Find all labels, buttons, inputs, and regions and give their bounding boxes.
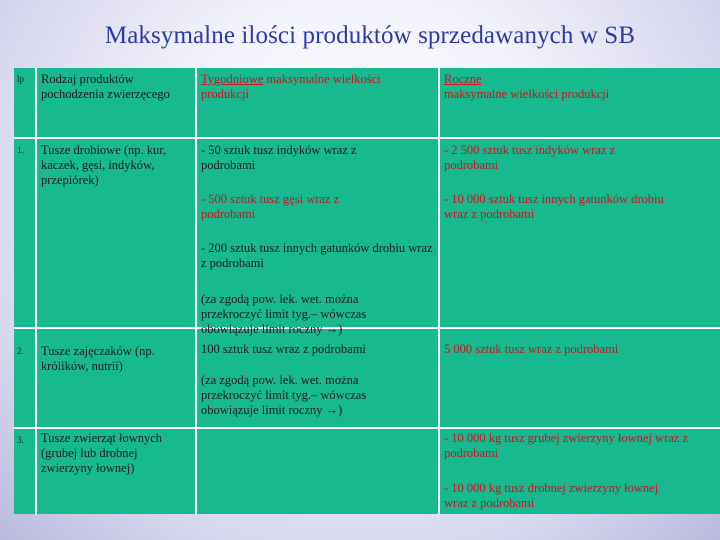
row1-weekly-3: - 200 sztuk tusz innych gatunków drobiu wraz z podrobami (201, 241, 433, 270)
header-yearly-cell (440, 68, 720, 137)
row3-yearly-2: - 10 000 kg tusz drobnej zwierzyny łownej wraz z podrobami (444, 481, 659, 510)
row3-product: Tusze zwierząt łownych (grubej lub drobnej zwierzyny łownej) (41, 431, 163, 475)
header-weekly-cell (197, 68, 438, 137)
row1-weekly-2: - 500 sztuk tusz gęsi wraz z podrobami (201, 192, 340, 221)
header-product-cell (37, 68, 195, 137)
header-yearly-rest: maksymalne wielkości produkcji (444, 87, 610, 101)
row1-product: Tusze drobiowe (np. kur, kaczek, gęsi, indyków, przepiórek) (41, 143, 167, 187)
row2-weekly-1: 100 sztuk tusz wraz z podrobami (201, 342, 366, 356)
row3-num: 3. (17, 435, 24, 445)
row1-yearly-cell (440, 139, 720, 327)
header-weekly (201, 72, 426, 102)
row2-num: 2. (17, 346, 24, 356)
row2-product-cell (37, 329, 195, 427)
row1-num: 1. (17, 145, 24, 155)
row1-weekly-note: (za zgodą pow. lek. wet. można przekroczyć limit tyg.– wówczas obowiązuje limit roczny →) (201, 292, 367, 336)
header-yearly-underlined: Roczne (444, 72, 482, 86)
row3-yearly-1: - 10 000 kg tusz grubej zwierzyny łownej wraz z podrobami (444, 431, 689, 460)
row3-yearly-cell (440, 429, 720, 514)
header-lp-cell (14, 68, 35, 137)
products-table (14, 68, 720, 514)
header-weekly-underlined: Tygodniowe (201, 72, 264, 86)
row1-yearly-1: - 2 500 sztuk tusz indyków wraz z podrobami (444, 143, 616, 172)
row2-yearly-1: 5 000 sztuk tusz wraz z podrobami (444, 342, 619, 356)
row2-weekly-cell (197, 292, 438, 427)
row2-weekly-note: (za zgodą pow. lek. wet. można przekroczyć limit tyg.– wówczas obowiązuje limit roczny →) (201, 373, 367, 417)
row1-weekly-1: - 50 sztuk tusz indyków wraz z podrobami (201, 143, 357, 172)
row3-weekly-cell (197, 429, 438, 514)
row2-yearly-cell (440, 329, 720, 427)
row2-product: Tusze zajęczaków (np. królików, nutrii) (41, 344, 155, 373)
row3-num-cell (14, 429, 35, 514)
header-lp: lp (17, 74, 25, 84)
row1-num-cell (14, 139, 35, 327)
row1-product-cell (37, 139, 195, 327)
row2-num-cell (14, 329, 35, 427)
header-weekly-rest: maksymalne wielkości produkcji (201, 72, 381, 101)
header-yearly (444, 72, 704, 102)
row1-yearly-2: - 10 000 sztuk tusz innych gatunków drobiu wraz z podrobami (444, 192, 664, 221)
header-product: Rodzaj produktów pochodzenia zwierzęcego (41, 72, 170, 101)
row3-product-cell (37, 429, 195, 514)
page-title: Maksymalne ilości produktów sprzedawanych w SB (104, 22, 636, 49)
